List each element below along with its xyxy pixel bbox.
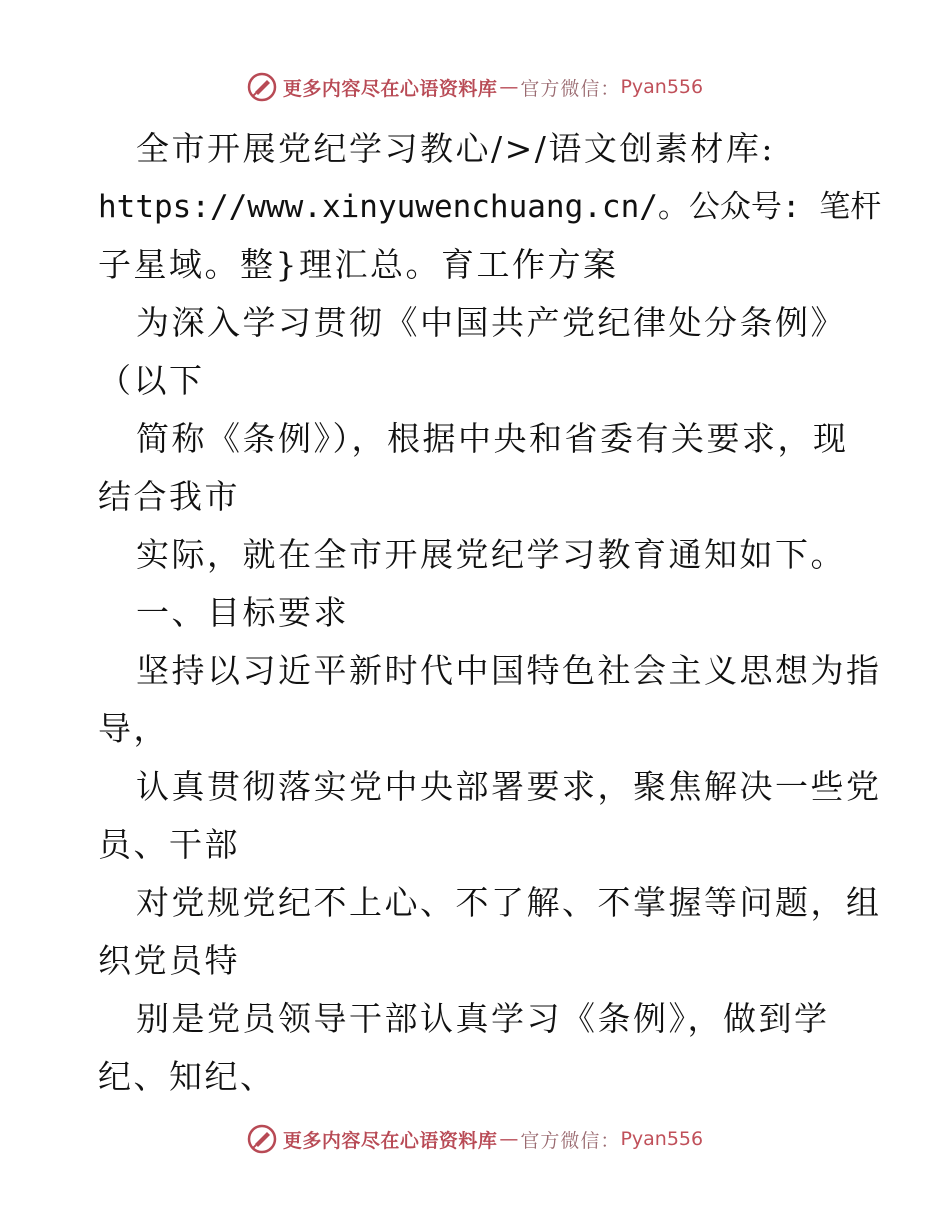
text-line: 员、干部: [98, 825, 240, 864]
watermark-separator: —: [499, 1128, 519, 1150]
text-line: https://www.xinyuwenchuang.cn/。公众号: 笔杆: [98, 189, 882, 225]
watermark-wechat-id: Pyan556: [620, 1128, 704, 1150]
text-line: 为深入学习贯彻《中国共产党纪律处分条例》: [136, 303, 846, 342]
header-watermark: [0, 72, 950, 102]
watermark-wechat-id: Pyan556: [620, 76, 704, 98]
text-line: 织党员特: [98, 941, 240, 980]
watermark-sub-text: 官方微信：: [520, 77, 621, 100]
text-line: 导，: [98, 709, 169, 748]
text-line: 实际，就在全市开展党纪学习教育通知如下。: [136, 535, 846, 574]
footer-watermark: [0, 1124, 950, 1154]
watermark-sub-text: 官方微信：: [520, 1129, 621, 1152]
watermark-separator: —: [499, 76, 519, 98]
text-line: 别是党员领导干部认真学习《条例》，做到学: [136, 999, 830, 1038]
text-line: 纪、知纪、: [98, 1057, 276, 1096]
text-line: 结合我市: [98, 477, 240, 516]
text-line: 全市开展党纪学习教心/>/语文创素材库:: [136, 129, 776, 168]
text-line: 对党规党纪不上心、不了解、不掌握等问题，组: [136, 883, 882, 922]
brand-logo-icon: [247, 72, 277, 102]
text-line: 子星域。整}理汇总。育工作方案: [98, 245, 619, 284]
text-line: 坚持以习近平新时代中国特色社会主义思想为指: [136, 651, 882, 690]
text-line: 简称《条例》），根据中央和省委有关要求，现: [136, 419, 849, 458]
watermark-main-text: 更多内容尽在心语资料库: [282, 77, 498, 100]
text-line: 一、目标要求: [136, 593, 349, 632]
text-line: （以下: [98, 361, 205, 400]
brand-logo-icon: [247, 1124, 277, 1154]
text-line: 认真贯彻落实党中央部署要求，聚焦解决一些党: [136, 767, 882, 806]
document-body: [98, 120, 882, 1106]
watermark-main-text: 更多内容尽在心语资料库: [282, 1129, 498, 1152]
